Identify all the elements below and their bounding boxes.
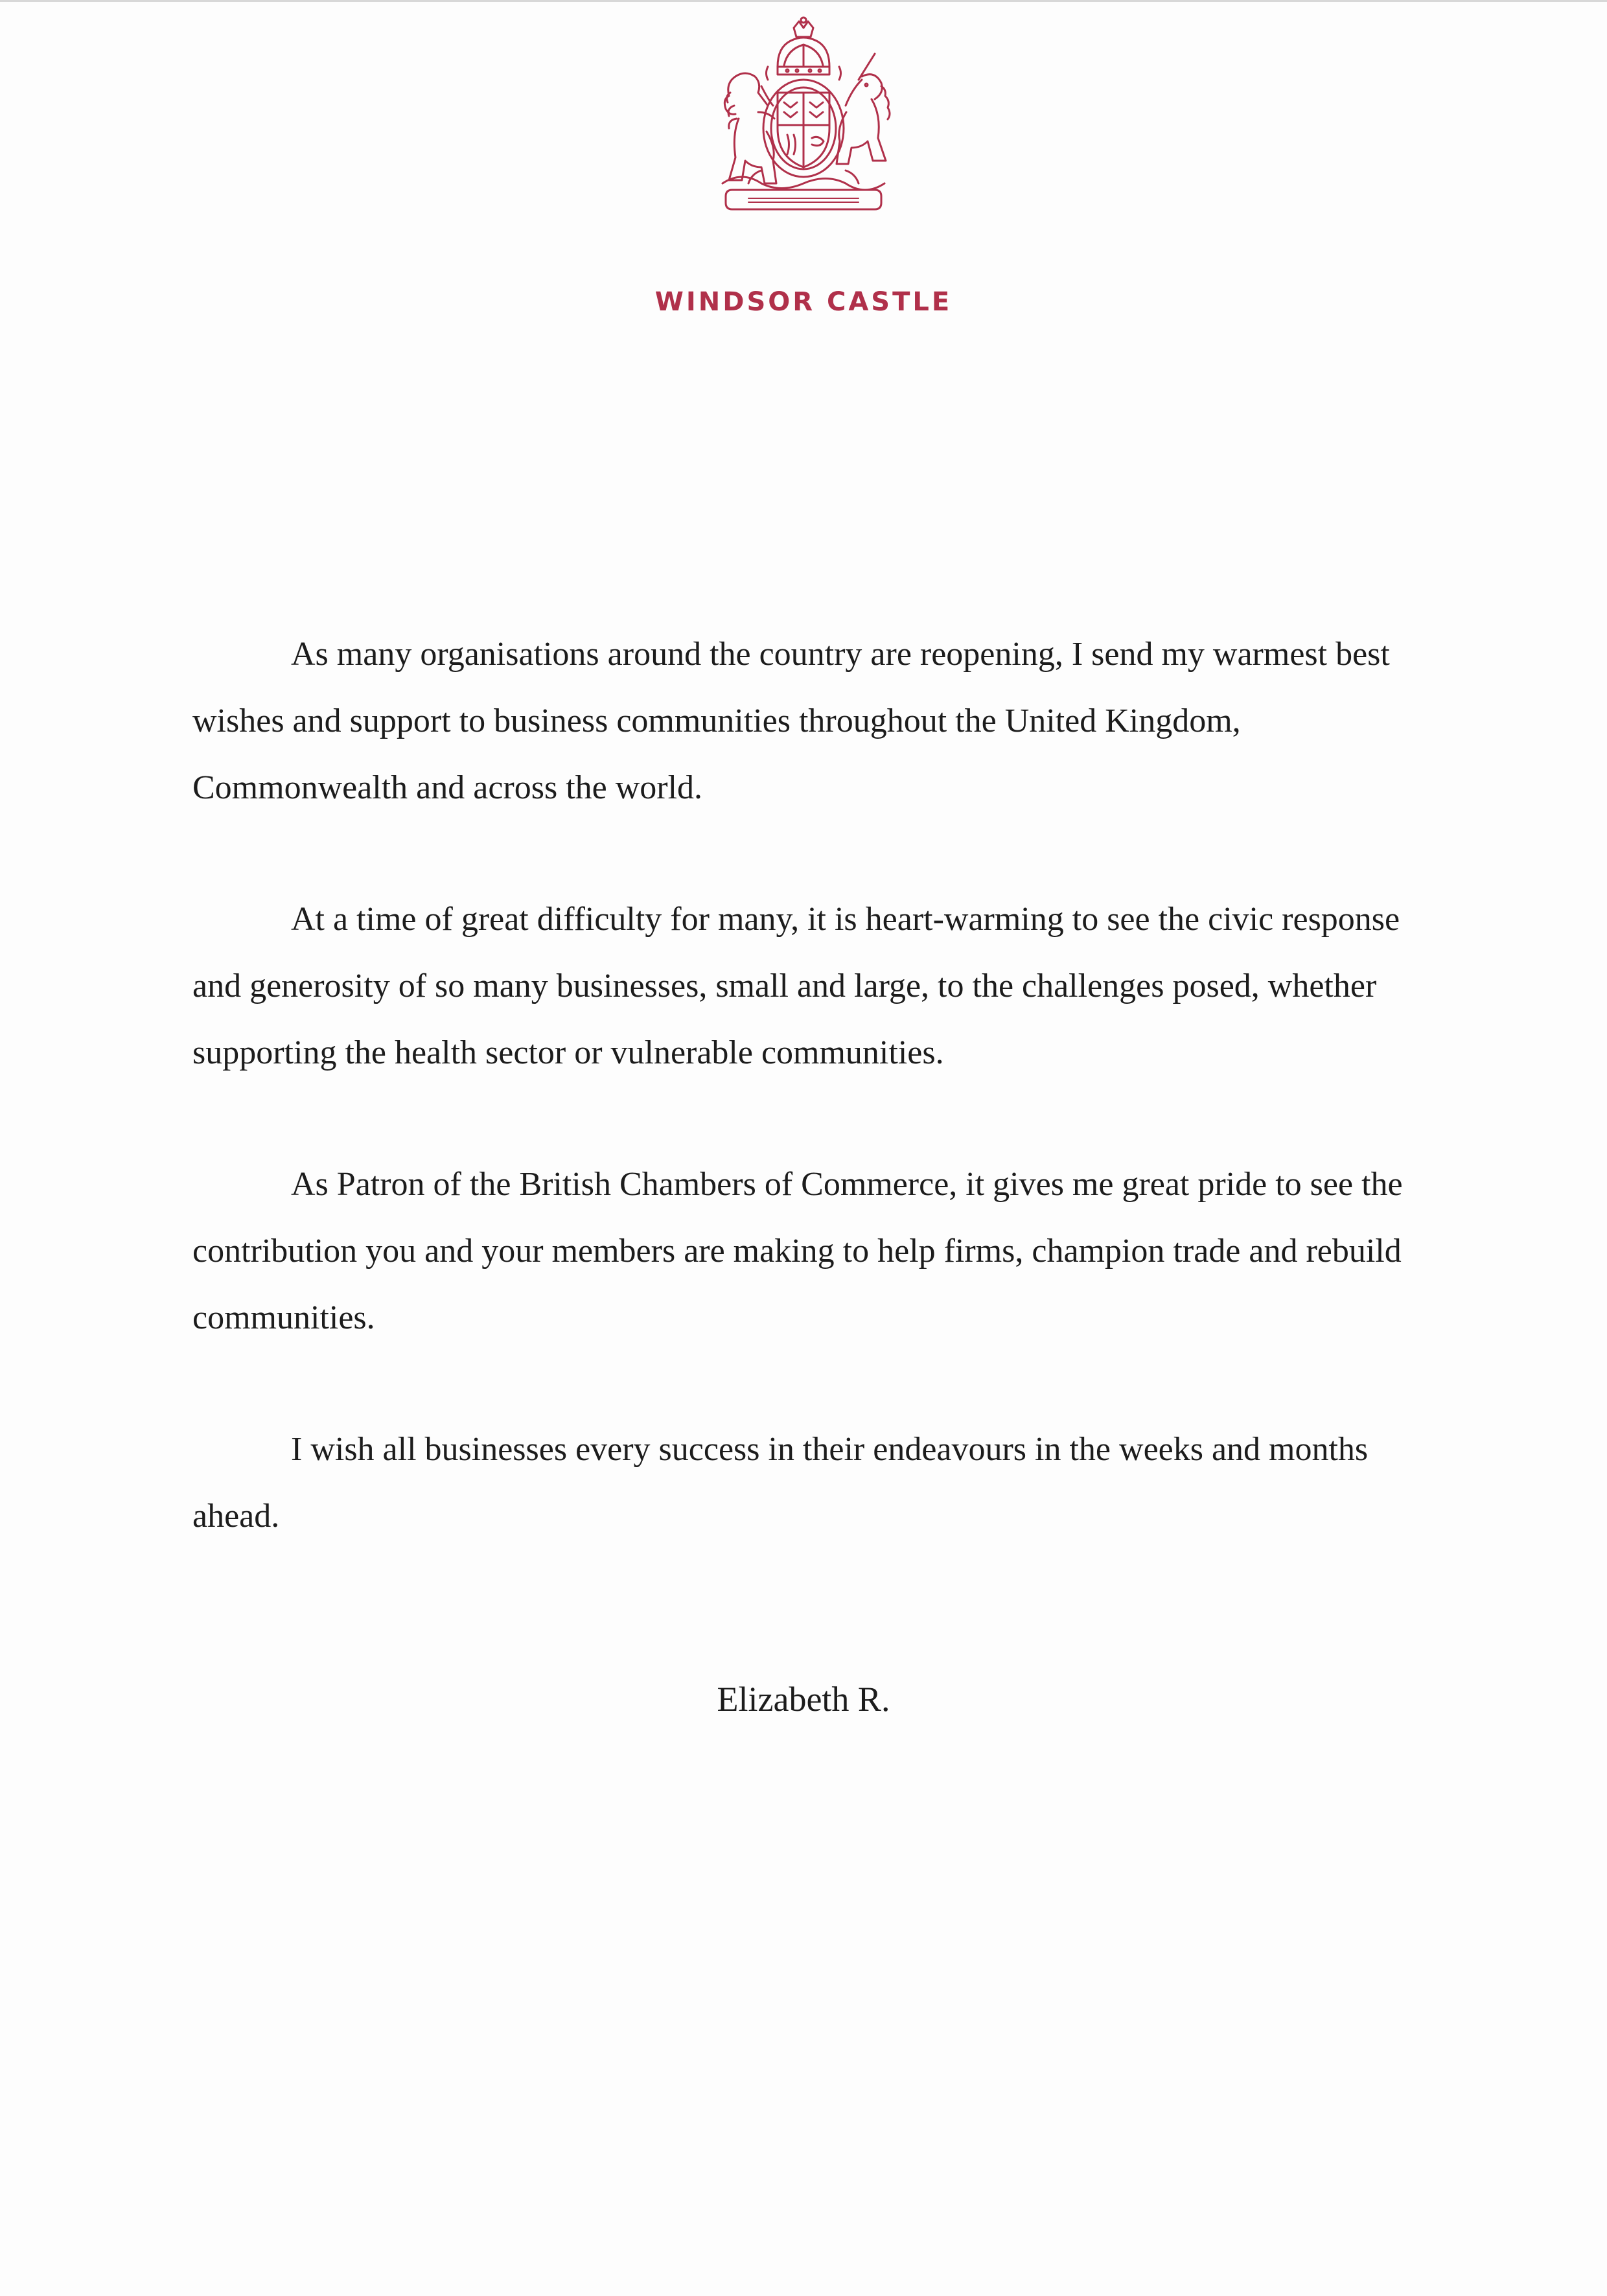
paragraph: As many organisations around the country are reopening, I send my warmest best wishes and support to business communities throughout the United Kingdom, Commonwealth and across the world. bbox=[192, 636, 1390, 806]
paragraph: As Patron of the British Chambers of Commerce, it gives me great pride to see the contribution you and your members are making to help firms, champion trade and rebuild communities. bbox=[192, 1166, 1403, 1336]
letterhead bbox=[0, 15, 1607, 317]
letterhead-address: WINDSOR CASTLE bbox=[654, 287, 953, 317]
royal-coat-of-arms-icon bbox=[697, 15, 910, 219]
paragraph: At a time of great difficulty for many, it is heart-warming to see the civic response and generosity of so many businesses, small and large, to the challenges posed, whether supporting the health sector or vulnerable communities. bbox=[192, 901, 1400, 1071]
paragraph: I wish all businesses every success in their endeavours in the weeks and months ahead. bbox=[192, 1431, 1369, 1535]
letter-body bbox=[192, 621, 1411, 1614]
signature: Elizabeth R. bbox=[717, 1680, 890, 1719]
